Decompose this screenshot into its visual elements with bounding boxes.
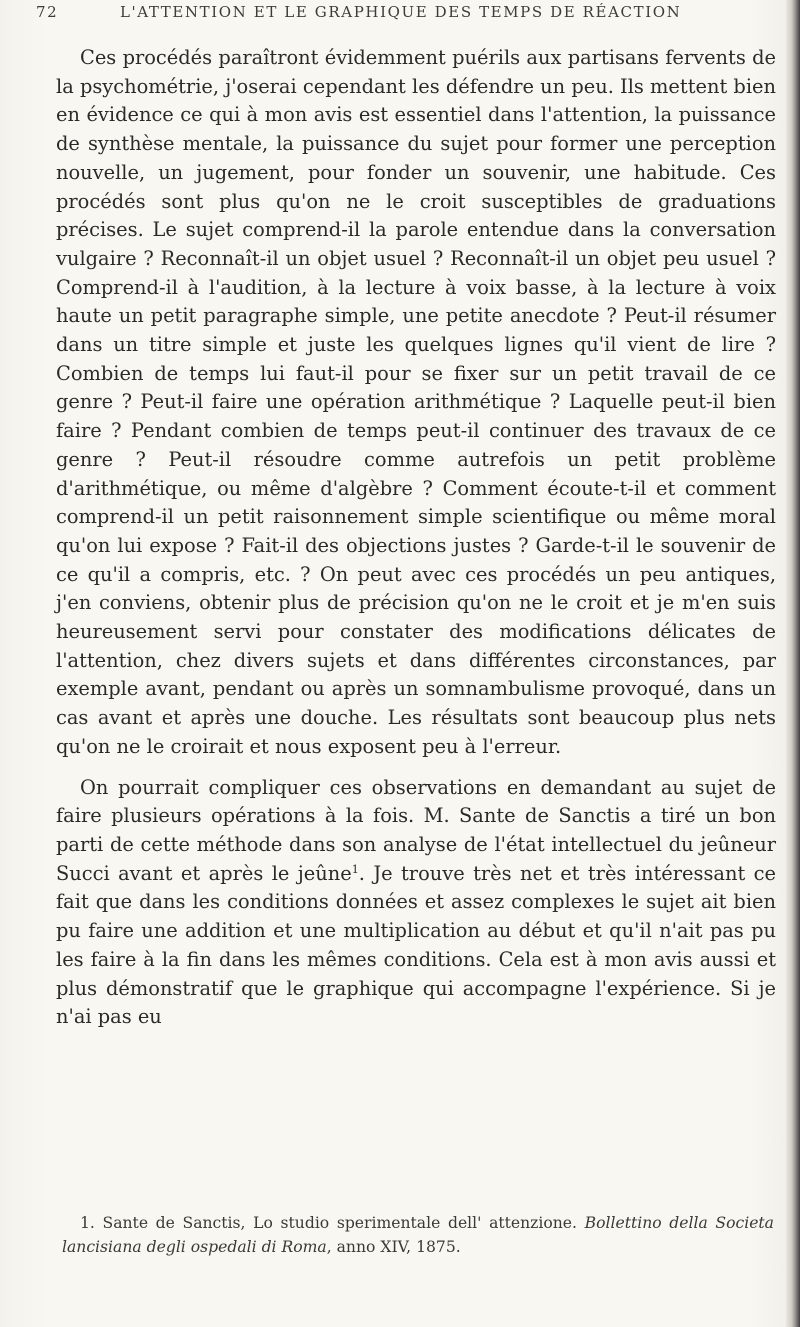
page-edge-shadow bbox=[786, 0, 800, 1327]
paragraph-text: . Je trouve très net et très intéressant ce fait que dans les conditions données et assez complexes le sujet ait bien pu faire une addition et une multiplication au début et qu'il n'ait pas pu les faire à la fin dans les mêmes conditions. Cela est à mon avis aussi et plus démonstratif que le graphique qui accompagne l'expérience. Si je n'ai pas eu bbox=[56, 861, 777, 1029]
paragraph-text: On pourrait compliquer ces observations en demandant au sujet de faire plusieurs opérations à la fois. M. Sante de Sanctis a tiré un bon parti de cette méthode dans son analyse de l'état intellectuel du jeûneur Succi avant et après le jeûne bbox=[56, 775, 776, 885]
footnote-marker: 1. bbox=[80, 1214, 95, 1232]
running-head bbox=[36, 3, 776, 29]
running-title: L'ATTENTION ET LE GRAPHIQUE DES TEMPS DE RÉACTION bbox=[120, 3, 682, 21]
body-text bbox=[56, 44, 776, 1032]
footnote-journal: Bollettino della Societa lancisiana degli ospedali di Roma bbox=[62, 1214, 774, 1256]
footnote-details: , anno XIV, 1875. bbox=[326, 1238, 461, 1256]
paragraph bbox=[56, 774, 776, 1032]
paragraph: Ces procédés paraîtront évidemment puérils aux partisans fervents de la psychométrie, j'oserai cependant les défendre un peu. Ils mettent bien en évidence ce qui à mon avis est essentiel dans l'attention, la puissance de synthèse mentale, la puissance du sujet pour former une perception nouvelle, un jugement, pour fonder un souvenir, une habitude. Ces procédés sont plus qu'on ne le croit susceptibles de graduations précises. Le sujet comprend-il la parole entendue dans la conversation vulgaire ? Reconnaît-il un objet usuel ? Reconnaît-il un objet peu usuel ? Comprend-il à l'audition, à la lecture à voix basse, à la lecture à voix haute un petit paragraphe simple, une petite anecdote ? Peut-il résumer dans un titre simple et juste les quelques lignes qu'il vient de lire ? Combien de temps lui faut-il pour se fixer sur un petit travail de ce genre ? Peut-il faire une opération arithmétique ? Laquelle peut-il bien faire ? Pendant combien de temps peut-il continuer des travaux de ce genre ? Peut-il résoudre comme autrefois un petit problème d'arithmétique, ou même d'algèbre ? Comment écoute-t-il et comment comprend-il un petit raisonnement simple scientifique ou même moral qu'on lui expose ? Fait-il des objections justes ? Garde-t-il le souvenir de ce qu'il a compris, etc. ? On peut avec ces procédés un peu antiques, j'en conviens, obtenir plus de précision qu'on ne le croit et je m'en suis heureusement servi pour constater des modifications délicates de l'attention, chez divers sujets et dans différentes circonstances, par exemple avant, pendant ou après un somnambulisme provoqué, dans un cas avant et après une douche. Les résultats sont beaucoup plus nets qu'on ne le croirait et nous exposent peu à l'erreur. bbox=[56, 46, 776, 758]
footnote-reference: 1 bbox=[351, 862, 359, 876]
footnote-citation: Sante de Sanctis, Lo studio sperimentale dell' attenzione. bbox=[102, 1214, 577, 1232]
page-number: 72 bbox=[36, 3, 59, 21]
footnote bbox=[62, 1211, 774, 1259]
